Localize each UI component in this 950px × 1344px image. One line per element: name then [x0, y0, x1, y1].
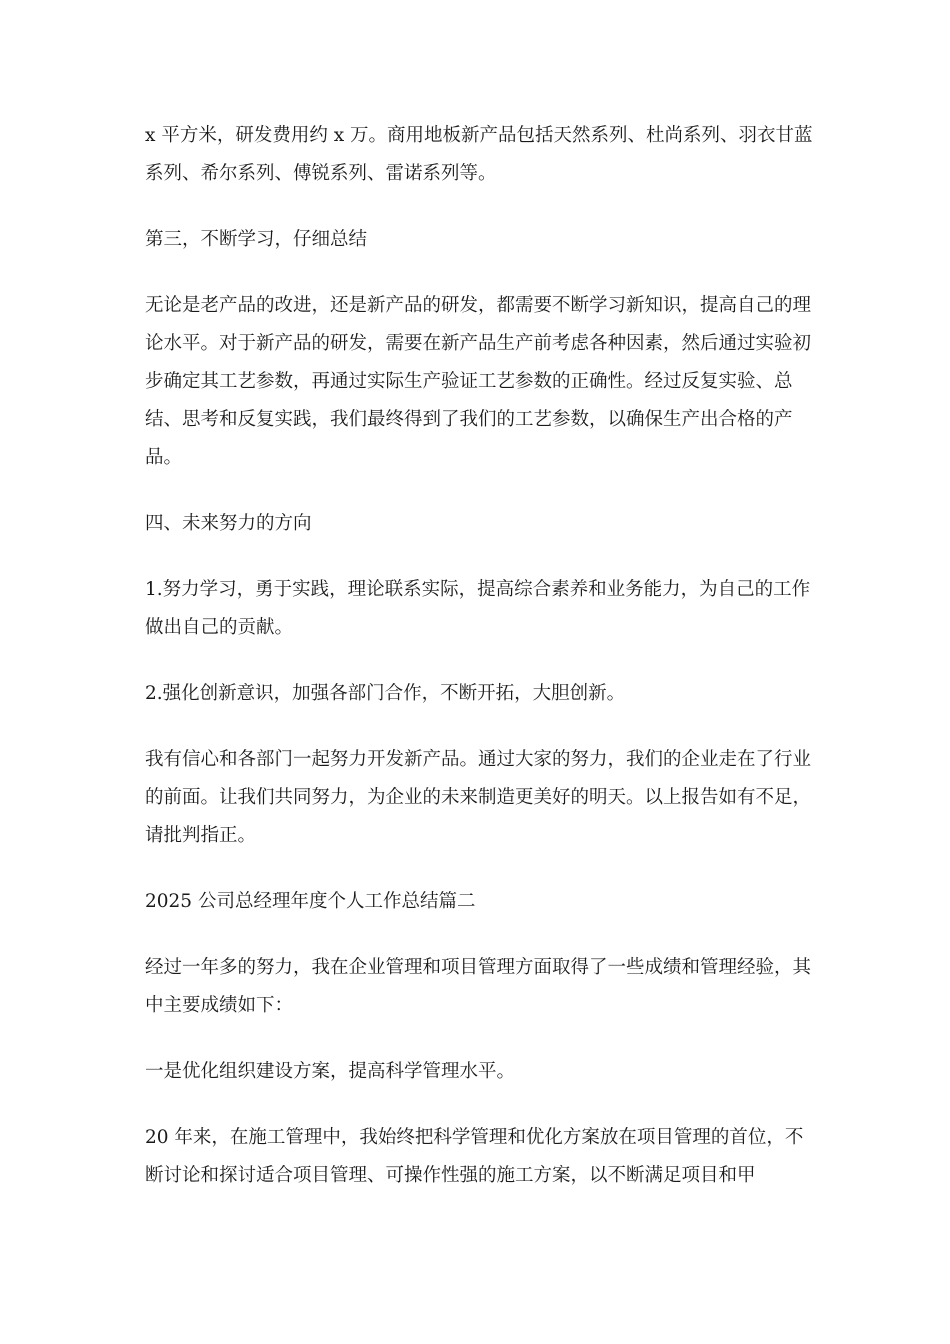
paragraph-products-continued: x 平方米，研发费用约 x 万。商用地板新产品包括天然系列、杜尚系列、羽衣甘蓝系列、希尔系列、傅锐系列、雷诺系列等。	[145, 125, 813, 184]
paragraph-learning: 无论是老产品的改进，还是新产品的研发，都需要不断学习新知识，提高自己的理论水平。对于新产品的研发，需要在新产品生产前考虑各种因素，然后通过实验初步确定其工艺参数，再通过实际生产验证工艺参数的正确性。经过反复实验、总结、思考和反复实践，我们最终得到了我们的工艺参数，以确保生产出合格的产品。	[145, 295, 812, 468]
section-title-part-two: 2025 公司总经理年度个人工作总结篇二	[145, 891, 476, 912]
paragraph-intro-achievements: 经过一年多的努力，我在企业管理和项目管理方面取得了一些成绩和管理经验，其中主要成绩如下：	[145, 957, 812, 1016]
document-body	[145, 117, 815, 1195]
heading-future-direction: 四、未来努力的方向	[145, 513, 312, 534]
point-one-heading: 一是优化组织建设方案，提高科学管理水平。	[145, 1061, 516, 1082]
paragraph-conclusion: 我有信心和各部门一起努力开发新产品。通过大家的努力，我们的企业走在了行业的前面。让我们共同努力，为企业的未来制造更美好的明天。以上报告如有不足，请批判指正。	[145, 749, 812, 846]
list-item-1: 1.努力学习，勇于实践，理论联系实际，提高综合素养和业务能力，为自己的工作做出自己的贡献。	[145, 579, 811, 638]
list-item-2: 2.强化创新意识，加强各部门合作，不断开拓，大胆创新。	[145, 683, 626, 704]
heading-third-point: 第三，不断学习，仔细总结	[145, 229, 368, 250]
paragraph-construction-management: 20 年来，在施工管理中，我始终把科学管理和优化方案放在项目管理的首位，不断讨论和探讨适合项目管理、可操作性强的施工方案，以不断满足项目和甲	[145, 1127, 804, 1186]
